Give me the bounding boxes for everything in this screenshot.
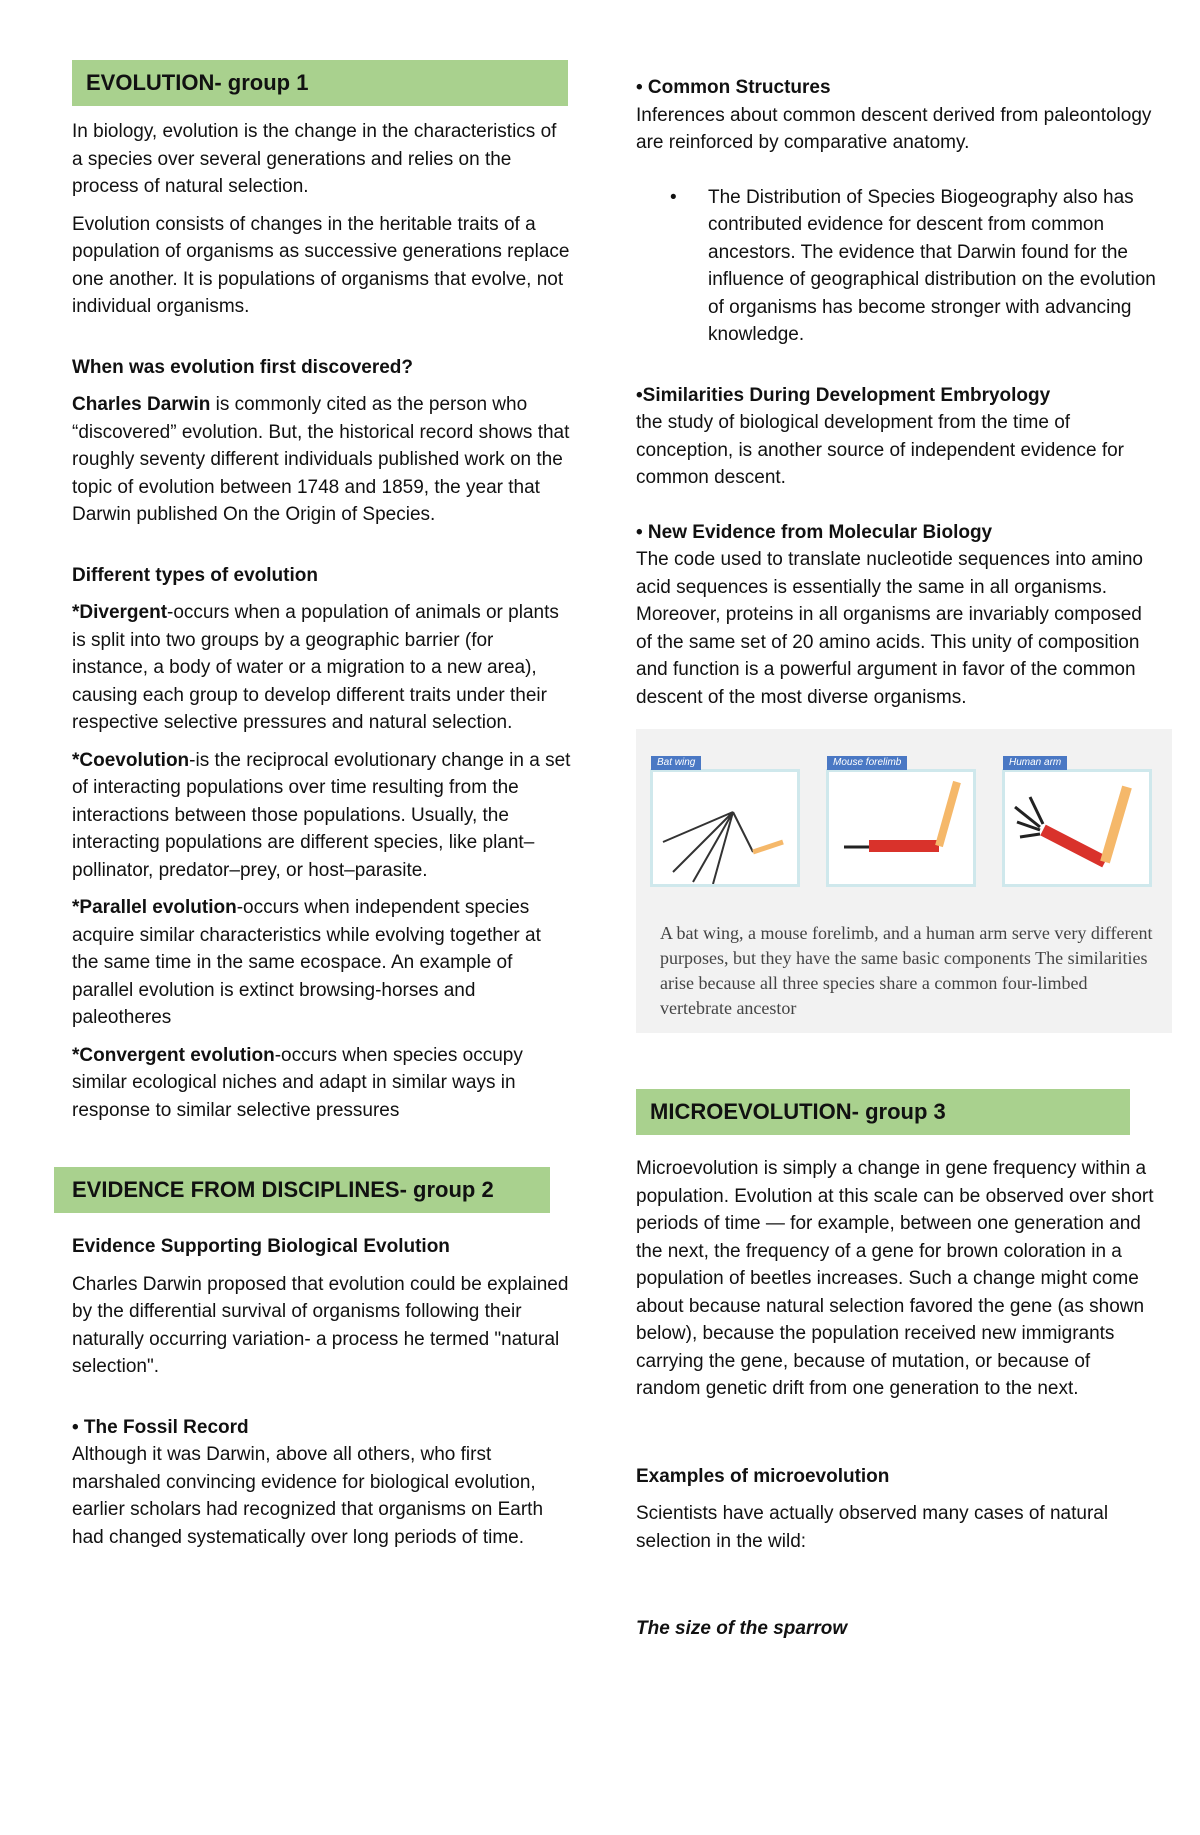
biogeography-list xyxy=(636,184,1156,349)
examples-heading: Examples of microevolution xyxy=(636,1465,890,1487)
intro-paragraph-1: In biology, evolution is the change in the characteristics of a species over several generations and relies on the process of natural selection. xyxy=(72,121,557,197)
type-divergent xyxy=(72,599,572,737)
support-paragraph: Charles Darwin proposed that evolution could be explained by the differential survival of organisms following their naturally occurring variation- a process he termed "natural selection". xyxy=(72,1273,569,1377)
darwin-text: is commonly cited as the person who “discovered” evolution. But, the historical record shows that roughly seventy different individuals published work on the topic of evolution between 1748 and 1859, the year that Darwin published On the Origin of Species. xyxy=(72,394,570,525)
section-banner-evolution: EVOLUTION- group 1 xyxy=(72,60,568,106)
type-term: *Parallel evolution xyxy=(72,897,237,918)
type-convergent xyxy=(72,1042,572,1125)
darwin-paragraph xyxy=(72,391,572,529)
mouse-forelimb-panel xyxy=(826,757,976,887)
type-term: *Coevolution xyxy=(72,749,190,771)
human-arm-panel xyxy=(1002,757,1152,887)
discovery-heading: When was evolution first discovered? xyxy=(72,356,414,378)
sparrow-heading: The size of the sparrow xyxy=(636,1618,848,1639)
human-arm-illustration xyxy=(1005,772,1149,884)
common-structures-paragraph: Inferences about common descent derived from paleontology are reinforced by comparative anatomy. xyxy=(636,104,1152,153)
homologous-limbs-figure xyxy=(636,729,1172,1033)
bat-wing-illustration xyxy=(653,772,797,884)
mouse-forelimb-label: Mouse forelimb xyxy=(827,756,907,770)
molecular-paragraph: The code used to translate nucleotide sequences into amino acid sequences is essentially the same in all organisms. Moreover, proteins in all organisms are invariably composed of the same set of 20 amino acids. This unity of composition and function is a powerful argument in favor of the common descent of the most diverse organisms. xyxy=(636,549,1143,708)
section-banner-microevolution: MICROEVOLUTION- group 3 xyxy=(636,1089,1130,1135)
darwin-name: Charles Darwin xyxy=(72,394,211,415)
embryology-heading: •Similarities During Development Embryology xyxy=(636,384,1051,406)
fossil-heading: • The Fossil Record xyxy=(72,1416,249,1438)
examples-paragraph: Scientists have actually observed many cases of natural selection in the wild: xyxy=(636,1503,1109,1552)
molecular-heading: • New Evidence from Molecular Biology xyxy=(636,521,993,543)
support-heading: Evidence Supporting Biological Evolution xyxy=(72,1236,450,1257)
human-arm-label: Human arm xyxy=(1003,756,1067,770)
microevolution-paragraph: Microevolution is simply a change in gene frequency within a population. Evolution at this scale can be observed over short periods of time — for example, between one generation and the next, the frequency of a gene for brown coloration in a population of beetles increases. Such a change might come about because natural selection favored the gene (as shown below), because the population received new immigrants carrying the gene, because of mutation, or because of random genetic drift from one generation to the next. xyxy=(636,1158,1154,1399)
mouse-forelimb-illustration xyxy=(829,772,973,884)
common-structures-heading: • Common Structures xyxy=(636,77,831,98)
types-heading: Different types of evolution xyxy=(72,564,318,586)
type-desc: -is the reciprocal evolutionary change in a set of interacting populations over time resulting from the interactions between those populations. Usually, the interacting populations are different species, like plant–pollinator, predator–prey, or host–parasite. xyxy=(72,749,571,881)
fossil-paragraph: Although it was Darwin, above all others, who first marshaled convincing evidence for biological evolution, earlier scholars had recognized that organisms on Earth had changed systematically over long periods of time. xyxy=(72,1444,544,1548)
type-desc: -occurs when a population of animals or plants is split into two groups by a geographic barrier (for instance, a body of water or a migration to a new area), causing each group to develop different traits under their respective selective pressures and natural selection. xyxy=(72,602,559,733)
biogeography-item: • The Distribution of Species Biogeography also has contributed evidence for descent from common ancestors. The evidence that Darwin found for the influence of geographical distribution on the evolution of organisms has become stronger with advancing knowledge. xyxy=(708,184,1156,349)
figure-caption: A bat wing, a mouse forelimb, and a human arm serve very different purposes, but they have the same basic components The similarities arise because all three species share a common four-limbed vertebrate ancestor xyxy=(660,923,1153,1018)
section-banner-evidence: EVIDENCE FROM DISCIPLINES- group 2 xyxy=(54,1167,550,1213)
type-parallel xyxy=(72,894,572,1032)
type-coevolution xyxy=(72,747,572,885)
type-desc: -occurs when independent species acquire similar characteristics while evolving together at the same time in the same ecospace. An example of parallel evolution is extinct browsing-horses and paleotheres xyxy=(72,897,541,1028)
type-term: *Divergent xyxy=(72,602,168,623)
left-column xyxy=(72,60,572,1551)
bat-wing-label: Bat wing xyxy=(651,756,701,770)
embryology-paragraph: the study of biological development from the time of conception, is another source of independent evidence for common descent. xyxy=(636,412,1124,488)
type-desc: -occurs when species occupy similar ecological niches and adapt in similar ways in response to similar selective pressures xyxy=(72,1044,523,1121)
type-term: *Convergent evolution xyxy=(72,1044,275,1066)
intro-paragraph-2: Evolution consists of changes in the heritable traits of a population of organisms as successive generations replace one another. It is populations of organisms that evolve, not individual organisms. xyxy=(72,213,570,317)
bat-wing-panel xyxy=(650,757,800,887)
right-column xyxy=(636,74,1156,1643)
